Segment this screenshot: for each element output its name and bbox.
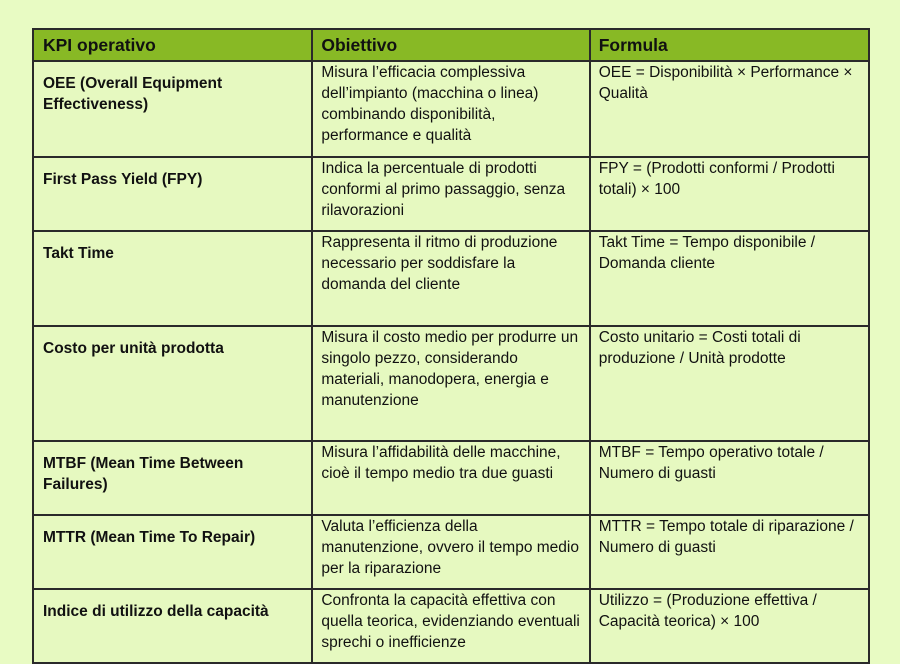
kpi-name: OEE (Overall Equipment Effectiveness) bbox=[33, 61, 312, 157]
kpi-objective: Misura l’efficacia complessiva dell’impianto (macchina o linea) combinando disponibilità, performance e qualità bbox=[312, 61, 589, 157]
table-row bbox=[33, 515, 869, 589]
kpi-formula: MTBF = Tempo operativo totale / Numero di guasti bbox=[590, 441, 869, 515]
kpi-objective: Indica la percentuale di prodotti conformi al primo passaggio, senza rilavorazioni bbox=[312, 157, 589, 231]
kpi-formula: MTTR = Tempo totale di riparazione / Numero di guasti bbox=[590, 515, 869, 589]
table-row bbox=[33, 441, 869, 515]
kpi-objective: Misura l’affidabilità delle macchine, cioè il tempo medio tra due guasti bbox=[312, 441, 589, 515]
kpi-name: First Pass Yield (FPY) bbox=[33, 157, 312, 231]
kpi-name: Indice di utilizzo della capacità bbox=[33, 589, 312, 663]
kpi-formula: Takt Time = Tempo disponibile / Domanda cliente bbox=[590, 231, 869, 326]
table-row bbox=[33, 157, 869, 231]
kpi-objective: Valuta l’efficienza della manutenzione, ovvero il tempo medio per la riparazione bbox=[312, 515, 589, 589]
kpi-objective: Rappresenta il ritmo di produzione necessario per soddisfare la domanda del cliente bbox=[312, 231, 589, 326]
kpi-objective: Confronta la capacità effettiva con quella teorica, evidenziando eventuali sprechi o inefficienze bbox=[312, 589, 589, 663]
header-obiettivo: Obiettivo bbox=[312, 29, 589, 61]
table-row bbox=[33, 326, 869, 441]
table-row bbox=[33, 589, 869, 663]
kpi-formula: OEE = Disponibilità × Performance × Qualità bbox=[590, 61, 869, 157]
table-header-row bbox=[33, 29, 869, 61]
table-row bbox=[33, 61, 869, 157]
kpi-name: MTTR (Mean Time To Repair) bbox=[33, 515, 312, 589]
kpi-table bbox=[32, 28, 870, 664]
kpi-formula: Costo unitario = Costi totali di produzione / Unità prodotte bbox=[590, 326, 869, 441]
kpi-formula: FPY = (Prodotti conformi / Prodotti totali) × 100 bbox=[590, 157, 869, 231]
kpi-name: Costo per unità prodotta bbox=[33, 326, 312, 441]
header-formula: Formula bbox=[590, 29, 869, 61]
table-row bbox=[33, 231, 869, 326]
kpi-name: Takt Time bbox=[33, 231, 312, 326]
header-kpi: KPI operativo bbox=[33, 29, 312, 61]
kpi-formula: Utilizzo = (Produzione effettiva / Capacità teorica) × 100 bbox=[590, 589, 869, 663]
kpi-objective: Misura il costo medio per produrre un singolo pezzo, considerando materiali, manodopera, energia e manutenzione bbox=[312, 326, 589, 441]
kpi-name: MTBF (Mean Time Between Failures) bbox=[33, 441, 312, 515]
